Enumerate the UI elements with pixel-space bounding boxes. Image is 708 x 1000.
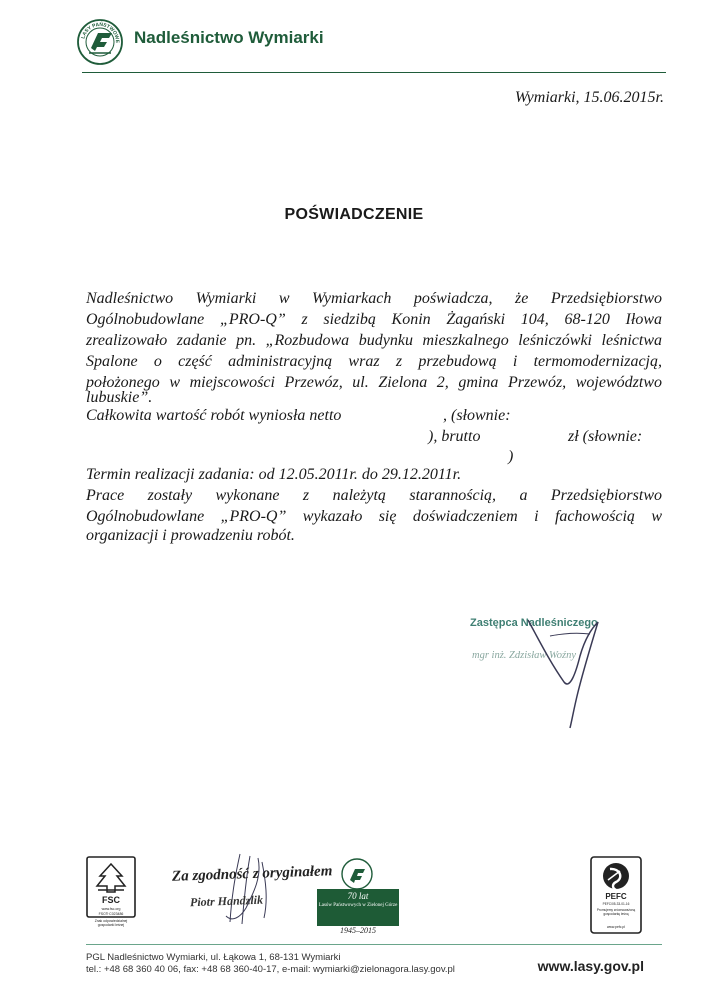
signatory-title: Zastępca Nadleśniczego	[470, 617, 598, 629]
anniversary-subtitle: Lasów Państwowych w Zielonej Górze	[318, 903, 398, 908]
anniversary-title: 70 lat	[347, 891, 369, 901]
pefc-caption: Promujemy zrównoważoną gospodarkę leśną	[596, 908, 636, 916]
value-netto-label: Całkowita wartość robót wyniosła netto	[86, 407, 342, 424]
body-line: Ogólnobudowlane „PRO-Q” z siedzibą Konin Żagański 104, 68-120 Iłowa	[86, 311, 662, 328]
header-divider	[82, 72, 666, 73]
logo-ring-text: LASY PAŃSTWOWE	[80, 21, 121, 44]
fsc-caption: Znak odpowiedzialnej gospodarki leśnej	[94, 919, 128, 927]
body-line: położonego w miejscowości Przewóz, ul. Zielona 2, gmina Przewóz, województwo	[86, 374, 662, 391]
certified-copy-stamp: Za zgodność z oryginałem	[171, 863, 333, 885]
website-link[interactable]: www.lasy.gov.pl	[537, 958, 644, 974]
fsc-code: FSC® C023486	[98, 912, 124, 916]
body-line: zrealizowało zadanie pn. „Rozbudowa budynku mieszkalnego leśniczówki leśnictwa	[86, 332, 662, 349]
fsc-label: FSC	[102, 895, 120, 905]
term-line: Termin realizacji zadania: od 12.05.2011r. do 29.12.2011r.	[86, 466, 462, 483]
handwritten-signature-icon	[520, 612, 620, 732]
pefc-label: PEFC	[605, 892, 627, 901]
fsc-site: www.fsc.org	[101, 907, 121, 911]
signatory-name: mgr inż. Zdzisław Woźny	[472, 650, 577, 661]
footer-address-block	[86, 952, 455, 976]
value-brutto-label: ), brutto	[428, 428, 481, 445]
document-title: POŚWIADCZENIE	[284, 206, 424, 223]
footer-contact: tel.: +48 68 360 40 06, fax: +48 68 360-40-17, e-mail: wymiarki@zielonagora.lasy.gov.pl	[86, 964, 455, 975]
place-date: Wymiarki, 15.06.2015r.	[514, 89, 664, 106]
anniversary-years: 1945–2015	[340, 926, 376, 935]
org-name: Nadleśnictwo Wymiarki	[134, 28, 324, 47]
footer-divider	[86, 944, 662, 945]
pefc-site: www.pefc.pl	[606, 925, 626, 929]
pefc-logo-icon	[590, 856, 642, 934]
closing-line: Ogólnobudowlane „PRO-Q” wykazało się doświadczeniem i fachowością w	[86, 508, 662, 525]
lasy-panstwowe-logo-icon	[76, 18, 124, 66]
signature-scribble-icon	[170, 852, 310, 927]
closing-line: organizacji i prowadzeniu robót.	[86, 527, 295, 544]
body-line: Spalone o część administracyjną wraz z przebudową i termomodernizacją,	[86, 353, 662, 370]
value-netto-words-label: , (słownie:	[443, 407, 511, 424]
body-line: lubuskie”.	[86, 389, 153, 406]
pefc-code: PEFC/05-33-01-16	[602, 902, 630, 906]
value-close-paren: )	[508, 448, 514, 465]
closing-line: Prace zostały wykonane z należytą starannością, a Przedsiębiorstwo	[86, 487, 662, 504]
certifier-name-stamp: Piotr Handzlik	[189, 892, 264, 910]
value-brutto-words-label: zł (słownie:	[568, 428, 643, 445]
fsc-logo-icon	[86, 856, 136, 932]
body-line: Nadleśnictwo Wymiarki w Wymiarkach poświadcza, że Przedsiębiorstwo	[86, 290, 662, 307]
footer-address: PGL Nadleśnictwo Wymiarki, ul. Łąkowa 1, 68-131 Wymiarki	[86, 952, 341, 963]
